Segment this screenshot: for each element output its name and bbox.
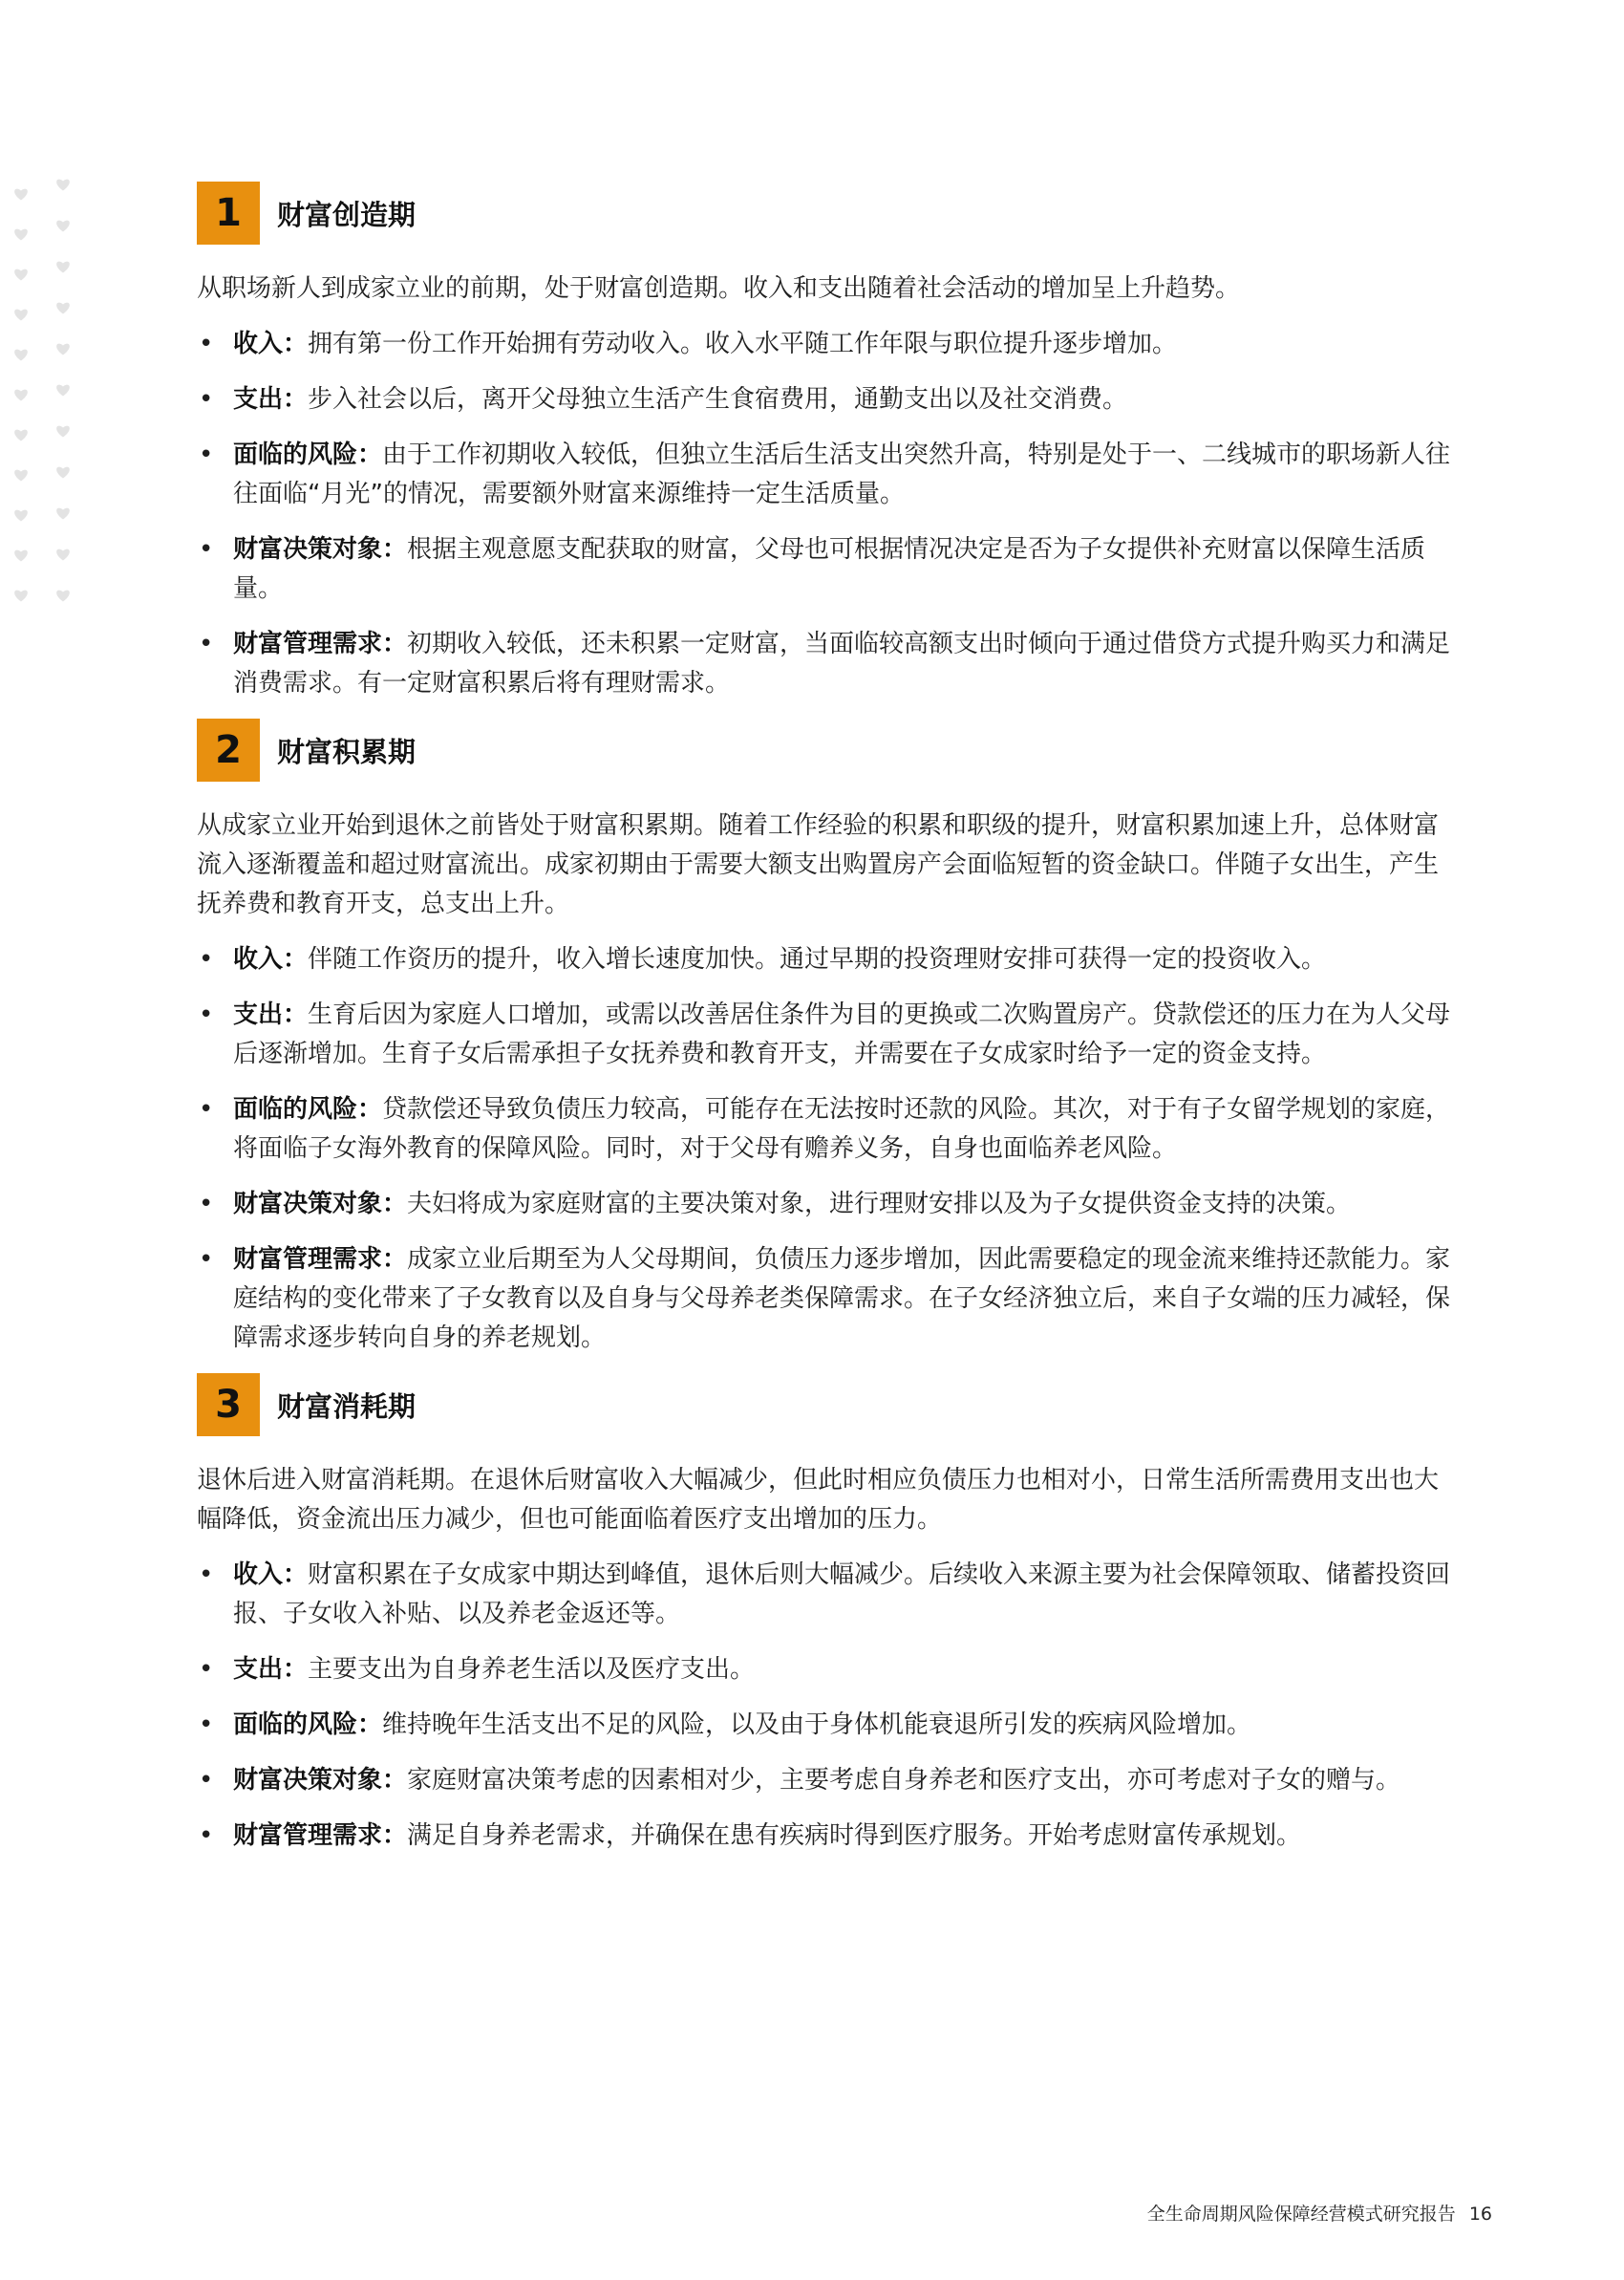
item-label: 收入：	[233, 1560, 309, 1589]
item-label: 财富决策对象：	[233, 1766, 408, 1795]
list-item	[197, 380, 1460, 419]
item-text: 初期收入较低，还未积累一定财富，当面临较高额支出时倾向于通过借贷方式提升购买力和满足消费需求。有一定财富积累后将有理财需求。	[233, 630, 1451, 698]
list-item	[197, 530, 1460, 609]
list-item	[197, 1185, 1460, 1224]
bullet-icon: •	[199, 535, 214, 564]
heart-icon	[14, 269, 28, 281]
bullet-icon: •	[199, 330, 214, 358]
page-number: 16	[1468, 2204, 1492, 2225]
item-label: 财富管理需求：	[233, 1245, 408, 1274]
section-intro: 退休后进入财富消耗期。在退休后财富收入大幅减少，但此时相应负债压力也相对小，日常生活所需费用支出也大幅降低，资金流出压力减少，但也可能面临着医疗支出增加的压力。	[197, 1466, 1440, 1534]
list-item	[197, 625, 1460, 703]
heart-icon	[14, 470, 28, 482]
heart-icon	[14, 430, 28, 441]
section-number-badge: 1	[197, 182, 260, 245]
bullet-icon: •	[199, 441, 214, 469]
item-text: 成家立业后期至为人父母期间，负债压力逐步增加，因此需要稳定的现金流来维持还款能力。家庭结构的变化带来了子女教育以及自身与父母养老类保障需求。在子女经济独立后，来自子女端的压力减轻，保障需求逐步转向自身的养老规划。	[233, 1245, 1451, 1352]
list-item	[197, 996, 1460, 1074]
bullet-icon: •	[199, 1710, 214, 1739]
heart-icon	[56, 344, 70, 355]
main-content	[197, 182, 1460, 1856]
item-label: 财富决策对象：	[233, 1190, 408, 1218]
heart-icon	[14, 510, 28, 522]
page-footer	[955, 2200, 1492, 2226]
section-header	[197, 1373, 1460, 1436]
section-title: 财富创造期	[277, 198, 417, 231]
section-header	[197, 182, 1460, 245]
item-text: 根据主观意愿支配获取的财富，父母也可根据情况决定是否为子女提供补充财富以保障生活质量。	[233, 535, 1426, 603]
item-text: 由于工作初期收入较低，但独立生活后生活支出突然升高，特别是处于一、二线城市的职场新人往往面临“月光”的情况，需要额外财富来源维持一定生活质量。	[233, 441, 1451, 508]
item-label: 面临的风险：	[233, 441, 383, 469]
list-item	[197, 1090, 1460, 1169]
heart-icon	[56, 262, 70, 273]
heart-icon	[14, 229, 28, 241]
heart-icon	[14, 350, 28, 361]
item-label: 面临的风险：	[233, 1095, 383, 1124]
list-item	[197, 1556, 1460, 1634]
item-label: 财富管理需求：	[233, 630, 408, 658]
bullet-icon: •	[199, 630, 214, 658]
item-label: 财富管理需求：	[233, 1821, 408, 1850]
section-intro: 从成家立业开始到退休之前皆处于财富积累期。随着工作经验的积累和职级的提升，财富积累加速上升，总体财富流入逐渐覆盖和超过财富流出。成家初期由于需要大额支出购置房产会面临短暂的资金缺口。伴随子女出生，产生抚养费和教育开支，总支出上升。	[197, 811, 1440, 918]
heart-icon	[56, 180, 70, 191]
section-bullet-list	[197, 325, 1460, 703]
item-label: 支出：	[233, 1000, 309, 1029]
section-wealth-consumption	[197, 1373, 1460, 1856]
list-item	[197, 940, 1460, 979]
list-item	[197, 1650, 1460, 1689]
bullet-icon: •	[199, 1821, 214, 1850]
item-text: 主要支出为自身养老生活以及医疗支出。	[308, 1655, 756, 1684]
heart-pattern-decoration	[8, 170, 76, 619]
list-item	[197, 1761, 1460, 1800]
section-bullet-list	[197, 1556, 1460, 1856]
item-text: 夫妇将成为家庭财富的主要决策对象，进行理财安排以及为子女提供资金支持的决策。	[407, 1190, 1352, 1218]
heart-icon	[56, 591, 70, 602]
item-text: 伴随工作资历的提升，收入增长速度加快。通过早期的投资理财安排可获得一定的投资收入。	[308, 945, 1327, 974]
list-item	[197, 1817, 1460, 1856]
section-title: 财富消耗期	[277, 1389, 417, 1423]
section-wealth-accumulation	[197, 719, 1460, 1358]
footer-report-title: 全生命周期风险保障经营模式研究报告	[1146, 2204, 1456, 2225]
heart-icon	[14, 591, 28, 602]
section-header	[197, 719, 1460, 782]
heart-icon	[56, 385, 70, 397]
bullet-icon: •	[199, 945, 214, 974]
item-text: 家庭财富决策考虑的因素相对少，主要考虑自身养老和医疗支出，亦可考虑对子女的赠与。	[407, 1766, 1401, 1795]
heart-icon	[56, 303, 70, 314]
bullet-icon: •	[199, 1245, 214, 1274]
heart-icon	[14, 310, 28, 321]
bullet-icon: •	[199, 385, 214, 414]
item-text: 拥有第一份工作开始拥有劳动收入。收入水平随工作年限与职位提升逐步增加。	[308, 330, 1178, 358]
list-item	[197, 1706, 1460, 1745]
item-label: 财富决策对象：	[233, 535, 408, 564]
item-text: 维持晚年生活支出不足的风险，以及由于身体机能衰退所引发的疾病风险增加。	[382, 1710, 1252, 1739]
item-label: 面临的风险：	[233, 1710, 383, 1739]
bullet-icon: •	[199, 1560, 214, 1589]
section-intro: 从职场新人到成家立业的前期，处于财富创造期。收入和支出随着社会活动的增加呈上升趋势。	[197, 274, 1241, 303]
item-text: 财富积累在子女成家中期达到峰值，退休后则大幅减少。后续收入来源主要为社会保障领取、储蓄投资回报、子女收入补贴、以及养老金返还等。	[233, 1560, 1451, 1628]
list-item	[197, 436, 1460, 514]
list-item	[197, 325, 1460, 364]
heart-icon	[56, 467, 70, 479]
item-label: 收入：	[233, 330, 309, 358]
heart-icon	[14, 390, 28, 401]
bullet-icon: •	[199, 1766, 214, 1795]
heart-icon	[14, 550, 28, 562]
list-item	[197, 1240, 1460, 1358]
bullet-icon: •	[199, 1655, 214, 1684]
item-text: 生育后因为家庭人口增加，或需以改善居住条件为目的更换或二次购置房产。贷款偿还的压力在为人父母后逐渐增加。生育子女后需承担子女抚养费和教育开支，并需要在子女成家时给予一定的资金支持。	[233, 1000, 1451, 1068]
item-label: 支出：	[233, 385, 309, 414]
section-number-badge: 2	[197, 719, 260, 782]
heart-icon	[56, 426, 70, 438]
heart-icon	[14, 189, 28, 201]
item-label: 支出：	[233, 1655, 309, 1684]
heart-icon	[56, 221, 70, 232]
item-text: 步入社会以后，离开父母独立生活产生食宿费用，通勤支出以及社交消费。	[308, 385, 1128, 414]
heart-icon	[56, 508, 70, 520]
bullet-icon: •	[199, 1190, 214, 1218]
item-text: 满足自身养老需求，并确保在患有疾病时得到医疗服务。开始考虑财富传承规划。	[407, 1821, 1302, 1850]
item-label: 收入：	[233, 945, 309, 974]
item-text: 贷款偿还导致负债压力较高，可能存在无法按时还款的风险。其次，对于有子女留学规划的家庭，将面临子女海外教育的保障风险。同时，对于父母有赡养义务，自身也面临养老风险。	[233, 1095, 1451, 1163]
heart-icon	[56, 549, 70, 561]
section-wealth-creation	[197, 182, 1460, 703]
section-number-badge: 3	[197, 1373, 260, 1436]
bullet-icon: •	[199, 1000, 214, 1029]
section-title: 财富积累期	[277, 735, 417, 768]
section-bullet-list	[197, 940, 1460, 1358]
bullet-icon: •	[199, 1095, 214, 1124]
